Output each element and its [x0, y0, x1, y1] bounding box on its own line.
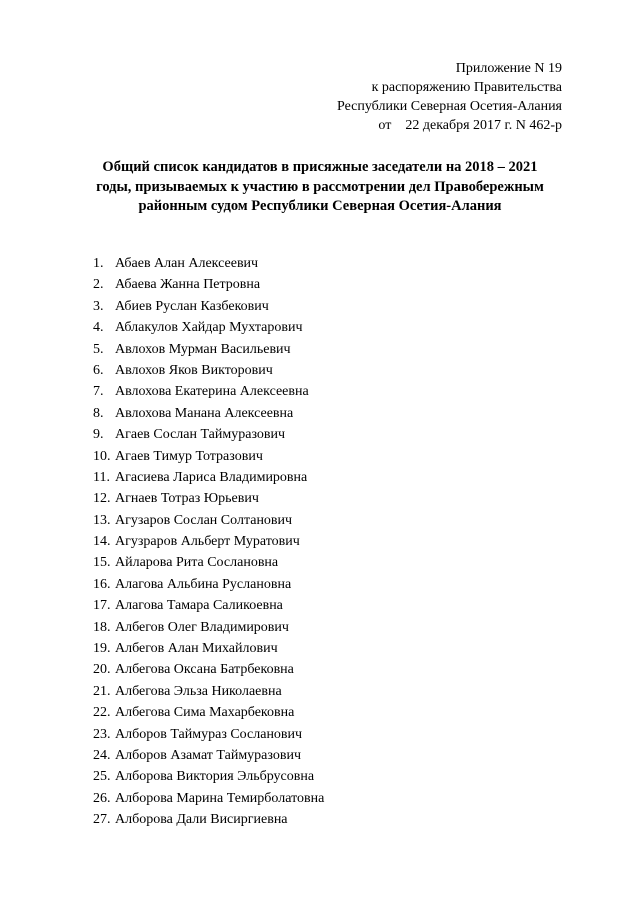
list-item-name: Аблакулов Хайдар Мухтарович [115, 320, 303, 336]
list-item [93, 809, 324, 830]
list-item-name: Алагова Тамара Саликоевна [115, 598, 283, 614]
list-item-name: Абаева Жанна Петровна [115, 277, 261, 293]
list-item [93, 381, 324, 402]
list-item-number: 3. [93, 298, 104, 314]
list-item [93, 766, 324, 787]
list-item-name: Агаев Тимур Тотразович [115, 448, 263, 464]
header-line-appendix-number: Приложение N 19 [455, 61, 562, 76]
list-item-number: 11. [93, 469, 110, 485]
list-item [93, 595, 324, 616]
list-item-name: Агасиева Лариса Владимировна [115, 469, 308, 485]
list-item [93, 681, 324, 702]
list-item [93, 360, 324, 381]
list-item-name: Алборов Азамат Таймуразович [115, 747, 301, 763]
list-item-number: 26. [93, 790, 111, 806]
list-item-number: 7. [93, 384, 104, 400]
list-item-name: Авлохов Яков Викторович [115, 362, 273, 378]
list-item-name: Агнаев Тотраз Юрьевич [115, 491, 259, 507]
list-item-name: Абиев Руслан Казбекович [115, 298, 269, 314]
list-item-number: 5. [93, 341, 104, 357]
list-item-number: 12. [93, 491, 111, 507]
list-item-name: Албегов Алан Михайлович [115, 641, 278, 657]
list-item-number: 4. [93, 320, 104, 336]
list-item-number: 18. [93, 619, 111, 635]
list-item [93, 659, 324, 680]
list-item-number: 15. [93, 555, 111, 571]
list-item-number: 24. [93, 747, 111, 763]
list-item-number: 2. [93, 277, 104, 293]
list-item-number: 19. [93, 641, 111, 657]
header-line-order: к распоряжению Правительства [371, 80, 562, 95]
list-item [93, 724, 324, 745]
list-item-number: 1. [93, 256, 104, 271]
list-item [93, 446, 324, 467]
list-item-name: Албегова Эльза Николаевна [115, 683, 282, 699]
list-item [93, 339, 324, 360]
list-item [93, 574, 324, 595]
list-item [93, 745, 324, 766]
list-item-name: Авлохов Мурман Васильевич [115, 341, 291, 357]
title-line-3: районным судом Республики Северная Осетия-Алания [138, 198, 502, 214]
appendix-header [337, 59, 562, 135]
list-item-number: 23. [93, 726, 111, 742]
header-line-date: от 22 декабря 2017 г. N 462-р [378, 118, 562, 133]
candidate-list [93, 253, 324, 831]
list-item-number: 17. [93, 598, 111, 614]
list-item-name: Албегов Олег Владимирович [115, 619, 289, 635]
list-item-number: 6. [93, 362, 104, 378]
list-item [93, 317, 324, 338]
list-item [93, 296, 324, 317]
list-item [93, 510, 324, 531]
list-item-name: Агаев Сослан Таймуразович [115, 427, 286, 443]
list-item [93, 788, 324, 809]
list-item-number: 25. [93, 769, 111, 785]
list-item-name: Албегова Сима Махарбековна [115, 705, 295, 721]
list-item [93, 467, 324, 488]
list-item [93, 617, 324, 638]
list-item-name: Агузаров Сослан Солтанович [115, 512, 293, 528]
list-item [93, 253, 324, 274]
list-item-name: Алборова Дали Висиргиевна [115, 812, 288, 828]
list-item-name: Абаев Алан Алексеевич [115, 256, 259, 271]
list-item-name: Алборов Таймураз Сосланович [115, 726, 303, 742]
list-item-name: Авлохова Екатерина Алексеевна [115, 384, 309, 400]
list-item [93, 531, 324, 552]
document-title [70, 158, 570, 217]
list-item-number: 13. [93, 512, 111, 528]
list-item-number: 20. [93, 662, 111, 678]
list-item-name: Алборова Виктория Эльбрусовна [115, 769, 315, 785]
list-item-name: Авлохова Манана Алексеевна [115, 405, 294, 421]
list-item [93, 638, 324, 659]
list-item-number: 9. [93, 427, 104, 443]
list-item [93, 403, 324, 424]
list-item-name: Алагова Альбина Руслановна [115, 576, 292, 592]
list-item-number: 21. [93, 683, 111, 699]
list-item [93, 424, 324, 445]
list-item-name: Алборова Марина Темирболатовна [115, 790, 325, 806]
list-item-number: 16. [93, 576, 111, 592]
list-item-number: 8. [93, 405, 104, 421]
list-item-number: 14. [93, 534, 111, 550]
list-item-name: Агузраров Альберт Муратович [115, 534, 300, 550]
list-item [93, 274, 324, 295]
header-line-republic: Республики Северная Осетия-Алания [337, 99, 562, 114]
list-item [93, 702, 324, 723]
list-item [93, 552, 324, 573]
list-item [93, 488, 324, 509]
list-item-number: 27. [93, 812, 111, 828]
list-item-name: Албегова Оксана Батрбековна [115, 662, 294, 678]
list-item-number: 22. [93, 705, 111, 721]
list-item-name: Айларова Рита Сослановна [115, 555, 279, 571]
title-line-1: Общий список кандидатов в присяжные заседатели на 2018 – 2021 [102, 159, 538, 175]
list-item-number: 10. [93, 448, 111, 464]
title-line-2: годы, призываемых к участию в рассмотрении дел Правобережным [96, 178, 544, 195]
